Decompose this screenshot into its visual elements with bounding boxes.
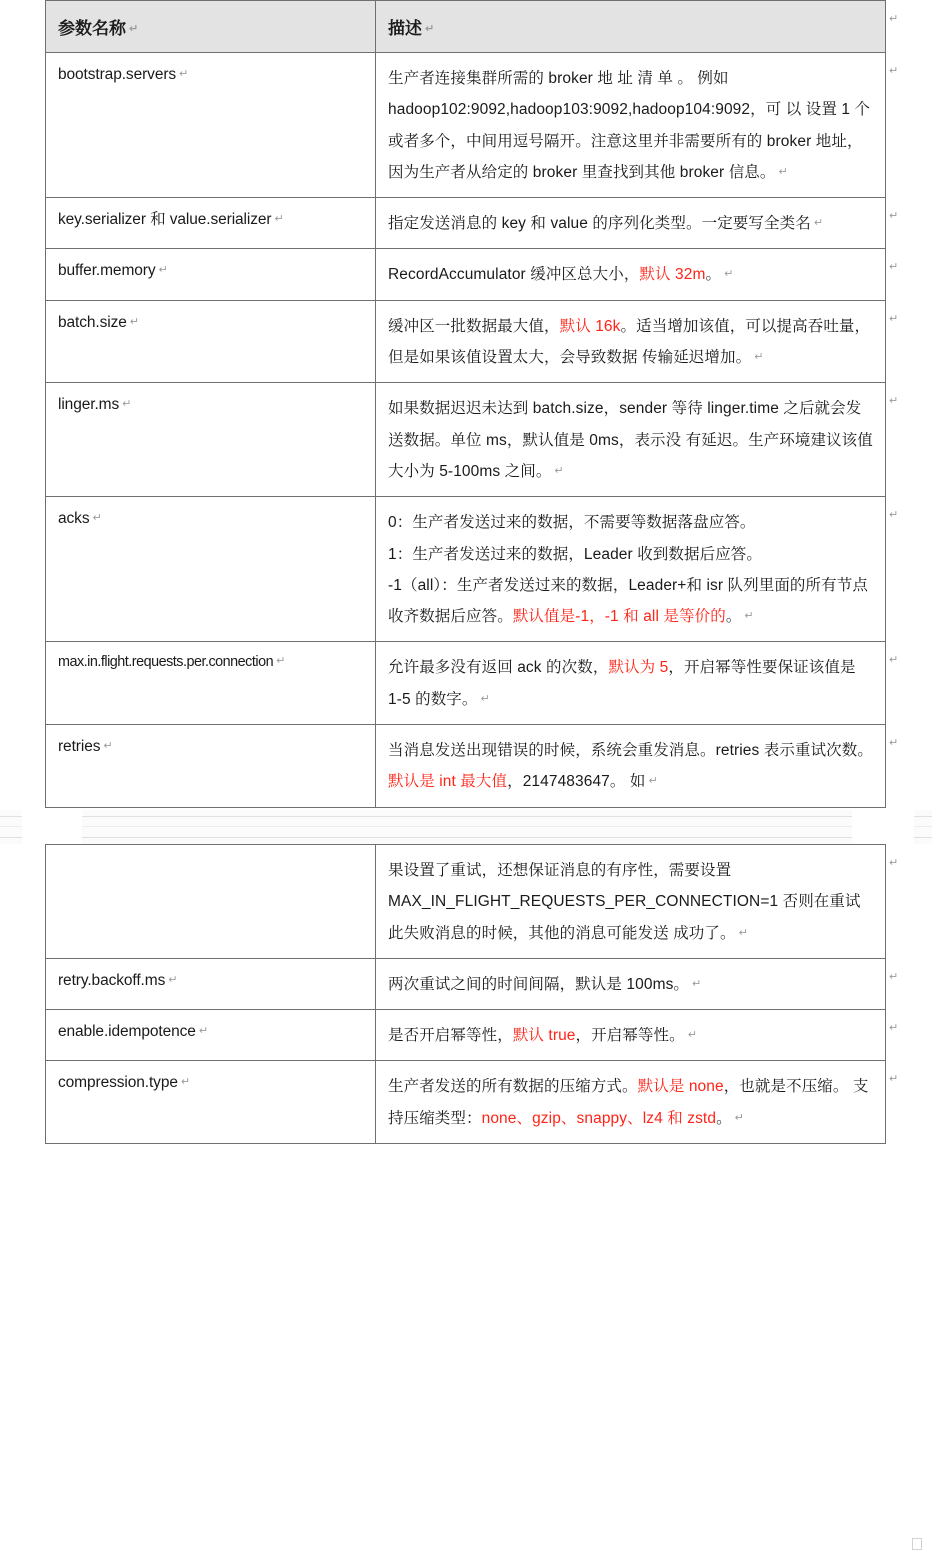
table-row (46, 725, 886, 808)
param-description (388, 393, 873, 487)
page-break-separator (0, 810, 932, 844)
text-run: ，也就是不压缩。 支持压缩类型： (388, 1078, 869, 1127)
paragraph-mark-outside: ↵ (889, 736, 899, 749)
param-name-cell (46, 845, 376, 959)
param-description-cell (376, 497, 886, 642)
param-description-cell (376, 1010, 886, 1061)
paragraph-mark: ↵ (738, 925, 748, 939)
paragraph-mark: ↵ (129, 22, 139, 35)
paragraph-mark-outside: ↵ (889, 209, 899, 222)
paragraph-mark: ↵ (168, 972, 178, 986)
param-name: batch.size ↵ (58, 313, 139, 331)
param-name-cell (46, 642, 376, 725)
text-run: 指定发送消息的 key 和 value 的序列化类型。一定要写全类名 (388, 215, 811, 233)
paragraph-mark: ↵ (480, 691, 490, 705)
param-name: retries ↵ (58, 738, 113, 756)
param-description-cell (376, 958, 886, 1009)
text-run: 当消息发送出现错误的时候，系统会重发消息。retries 表示重试次数。 (388, 742, 873, 760)
text-run: 默认 32m (639, 266, 706, 284)
param-description (388, 507, 873, 632)
paragraph-mark-outside: ↵ (889, 970, 899, 983)
page-edge-line-middle (0, 826, 932, 827)
param-description (388, 855, 873, 949)
table-row (46, 958, 886, 1009)
table-row (46, 1061, 886, 1144)
column-header-param-label: 参数名称 (58, 19, 126, 38)
paragraph-mark-outside: ↵ (889, 856, 899, 869)
param-name-cell (46, 249, 376, 300)
paragraph-mark: ↵ (734, 1110, 744, 1124)
param-description-cell (376, 642, 886, 725)
param-description (388, 311, 873, 374)
text-run: 默认 16k (559, 317, 621, 335)
paragraph-mark-outside: ↵ (889, 12, 899, 25)
param-name: compression.type ↵ (58, 1074, 190, 1092)
param-description-cell (376, 300, 886, 383)
param-name: max.in.flight.requests.per.connection ↵ (58, 654, 285, 671)
text-run: 默认 true (512, 1027, 576, 1045)
param-description (388, 652, 873, 715)
table-row (46, 249, 886, 300)
param-name: retry.backoff.ms ↵ (58, 971, 178, 989)
text-run: 缓冲区一批数据最大值， (388, 317, 560, 335)
paragraph-mark: ↵ (648, 774, 658, 788)
param-description-cell (376, 53, 886, 198)
paragraph-mark: ↵ (158, 263, 168, 277)
table-row (46, 845, 886, 959)
text-run: RecordAccumulator 缓冲区总大小， (388, 266, 640, 284)
param-description-cell (376, 198, 886, 249)
param-description (388, 735, 873, 798)
text-run: 果设置了重试，还想保证消息的有序性，需要设置 MAX_IN_FLIGHT_REQUESTS_PER_CONNECTION=1 否则在重试此失败消息的时候，其他的消息可能发送 成功了。 (388, 862, 861, 942)
param-name-cell (46, 1061, 376, 1144)
table-row (46, 300, 886, 383)
text-run: 。适当增加该值，可以提高吞吐量，但是如果该值设置太大，会导致数据 传输延迟增加。 (388, 317, 871, 367)
paragraph-mark: ↵ (180, 1075, 190, 1089)
paragraph-mark-outside: ↵ (889, 1072, 899, 1085)
param-name: acks ↵ (58, 510, 102, 528)
paragraph-mark-outside: ↵ (889, 394, 899, 407)
document-end-marker (912, 1538, 922, 1550)
text-run: 如果数据迟迟未达到 batch.size，sender 等待 linger.time 之后就会发送数据。单位 ms，默认值是 0ms，表示没 有延迟。生产环境建议该值大小为 5-100ms 之间。 (388, 400, 873, 480)
column-header-param (46, 1, 376, 53)
text-run: none、gzip、snappy、lz4 和 zstd (481, 1109, 717, 1127)
param-description (388, 969, 873, 1000)
table-row (46, 198, 886, 249)
table-row (46, 383, 886, 497)
text-run: 0：生产者发送过来的数据，不需要等数据落盘应答。 (388, 514, 756, 532)
paragraph-mark: ↵ (813, 216, 824, 230)
paragraph-mark: ↵ (179, 67, 189, 80)
text-run: ，开启幂等性要保证该值是 1-5 的数字。 (388, 659, 856, 708)
text-run: 是否开启幂等性， (388, 1027, 513, 1045)
param-name-cell (46, 300, 376, 383)
paragraph-mark: ↵ (425, 22, 435, 35)
paragraph-mark-outside: ↵ (889, 312, 899, 325)
parameters-table-top (45, 0, 886, 808)
text-run: 生产者发送的所有数据的压缩方式。 (388, 1078, 638, 1096)
paragraph-mark: ↵ (92, 511, 102, 525)
text-run: 生产者连接集群所需的 broker 地 址 清 单 。 例如 hadoop102:9092,hadoop103:9092,hadoop104:9092，可 以 设置 1 个或者多个，中间用逗号隔开。注意这里并非需要所有的 broker 地址，因为生产者从给定的 broker 里查找到其他 broker 信息。 (388, 70, 871, 181)
text-run: 默认值是-1，-1 和 all 是等价的 (512, 608, 726, 626)
param-name-cell (46, 1010, 376, 1061)
param-description-cell (376, 249, 886, 300)
text-run: 允许最多没有返回 ack 的次数， (388, 659, 609, 677)
param-description (388, 63, 873, 188)
param-description (388, 208, 873, 239)
param-name-cell (46, 383, 376, 497)
page-margin-stub-left (22, 810, 82, 844)
paragraph-mark: ↵ (198, 1024, 208, 1038)
paragraph-mark: ↵ (103, 739, 113, 753)
param-description-cell (376, 383, 886, 497)
param-description (388, 1071, 873, 1134)
parameters-table-bottom (45, 844, 886, 1144)
paragraph-mark: ↵ (687, 1028, 698, 1042)
paragraph-mark-outside: ↵ (889, 653, 899, 666)
param-description (388, 259, 873, 290)
param-name-cell (46, 958, 376, 1009)
text-run: -1（all）：生产者发送过来的数据，Leader+和 isr 队列里面的所有节点收齐数据后应答。 (388, 576, 868, 626)
param-name-cell (46, 198, 376, 249)
page-edge-line-bottom (0, 837, 932, 838)
paragraph-mark: ↵ (724, 267, 734, 281)
paragraph-mark-outside: ↵ (889, 64, 899, 77)
param-name: enable.idempotence ↵ (58, 1023, 208, 1041)
paragraph-mark: ↵ (778, 164, 788, 178)
paragraph-mark: ↵ (122, 397, 132, 411)
paragraph-mark: ↵ (754, 350, 764, 364)
param-name-empty (58, 855, 363, 878)
param-description-cell (376, 845, 886, 959)
param-description-cell (376, 1061, 886, 1144)
text-run: 。 (716, 1109, 732, 1127)
table-header-row (46, 1, 886, 53)
paragraph-mark: ↵ (276, 654, 285, 668)
column-header-desc (376, 1, 886, 53)
param-name: bootstrap.servers ↵ (58, 66, 189, 83)
paragraph-mark-outside: ↵ (889, 508, 899, 521)
table-row (46, 1010, 886, 1061)
text-run: ，开启幂等性。 (575, 1027, 685, 1045)
paragraph-mark-outside: ↵ (889, 1021, 899, 1034)
paragraph-mark: ↵ (274, 212, 284, 226)
text-run: 两次重试之间的时间间隔，默认是 100ms。 (388, 975, 690, 993)
column-header-desc-label: 描述 (388, 19, 422, 38)
param-description (388, 1020, 873, 1051)
paragraph-mark: ↵ (744, 609, 754, 623)
table-row (46, 642, 886, 725)
text-run: 1：生产者发送过来的数据，Leader 收到数据后应答。 (388, 545, 762, 563)
text-run: 。 (725, 608, 742, 626)
table-row (46, 53, 886, 198)
param-name: buffer.memory ↵ (58, 262, 168, 280)
text-run: 默认为 5 (608, 659, 669, 677)
param-description-cell (376, 725, 886, 808)
text-run: 默认是 int 最大值 (388, 773, 508, 791)
paragraph-mark: ↵ (129, 314, 139, 328)
param-name-cell (46, 497, 376, 642)
text-run: 。 (705, 266, 722, 284)
param-name: linger.ms ↵ (58, 396, 132, 414)
page-margin-stub-right (852, 810, 914, 844)
text-run: ，2147483647。 如 (507, 773, 646, 791)
paragraph-mark-outside: ↵ (889, 260, 899, 273)
param-name: key.serializer 和 value.serializer ↵ (58, 211, 284, 229)
paragraph-mark: ↵ (692, 976, 702, 990)
param-name-cell (46, 725, 376, 808)
page-edge-line-top (0, 816, 932, 817)
param-name-cell (46, 53, 376, 198)
table-row (46, 497, 886, 642)
paragraph-mark: ↵ (554, 463, 564, 477)
text-run: 默认是 none (637, 1078, 724, 1096)
